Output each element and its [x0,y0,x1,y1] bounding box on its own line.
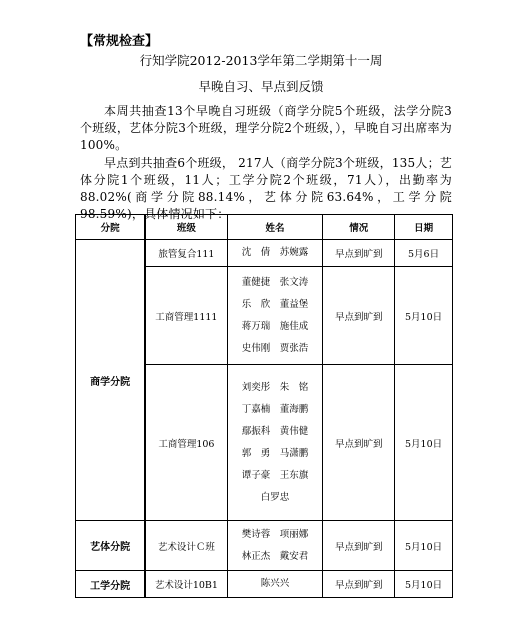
header-class: 班级 [145,215,227,240]
name-line: 谭子豪 王东旗 [241,469,309,481]
date-cell: 5月10日 [395,521,453,571]
name-line: 陈兴兴 [260,578,290,589]
class-cell: 艺术设计Ｃ班 [145,521,227,571]
status-cell: 早点到旷到 [323,521,395,571]
name-line: 樊诗蓉 项丽娜 [241,528,309,540]
header-date: 日期 [395,215,453,240]
header-name: 姓名 [227,215,323,240]
name-line: 鄢振科 黄伟健 [241,425,309,437]
class-cell: 艺术设计10B1 [145,571,227,598]
name-line: 郭 勇 马潇鹏 [241,447,309,459]
name-line: 白罗忠 [260,491,290,503]
attendance-table [75,214,453,598]
section-tag: 【常规检查】 [80,34,159,49]
table-row [76,521,453,571]
faculty-cell: 商学分院 [76,240,146,521]
name-line: 林正杰 戴安君 [241,550,309,562]
table-row [76,240,453,267]
name-line: 沈 倩 苏婉露 [241,247,309,258]
name-line: 刘奕彤 朱 铭 [241,381,309,393]
class-cell: 工商管理1111 [145,267,227,365]
names-cell [227,267,323,365]
name-line: 史伟刚 贾张浩 [241,342,309,354]
name-line: 董健捷 张文涛 [241,276,309,288]
date-cell: 5月10日 [395,571,453,598]
status-cell: 早点到旷到 [323,365,395,521]
name-line: 丁嘉楠 董海鹏 [241,403,309,415]
status-cell: 早点到旷到 [323,571,395,598]
name-line: 蒋万瑞 施佳成 [241,320,309,332]
names-cell [227,521,323,571]
class-cell: 旅管复合111 [145,240,227,267]
document-subtitle: 早晚自习、早点到反馈 [198,79,324,94]
document-title: 行知学院2012-2013学年第二学期第十一周 [139,53,383,68]
header-status: 情况 [323,215,395,240]
faculty-cell: 艺体分院 [76,521,146,571]
table-row [76,571,453,598]
status-cell: 早点到旷到 [323,240,395,267]
date-cell: 5月10日 [395,267,453,365]
class-cell: 工商管理106 [145,365,227,521]
table-header-row [76,215,453,240]
name-line: 乐 欣 董益堡 [241,298,309,310]
header-faculty: 分院 [76,215,146,240]
date-cell: 5月6日 [395,240,453,267]
faculty-cell: 工学分院 [76,571,146,598]
names-cell [227,240,323,267]
names-cell [227,365,323,521]
summary-paragraph-evening-study: 本周共抽查13个早晚自习班级（商学分院5个班级，法学分院3个班级，艺体分院3个班级，理学分院2个班级，），早晚自习出席率为100%。 [80,104,452,152]
status-cell: 早点到旷到 [323,267,395,365]
summary-paragraph-morning-check: 早点到共抽查6个班级， 217人（商学分院3个班级，135人；艺体分院1个班级，11人；工学分院2个班级，71人），出勤率为88.02%(商学分院88.14%，艺体分院63.64%，工学分院98.59%)，具体情况如下： [80,156,452,221]
date-cell: 5月10日 [395,365,453,521]
names-cell [227,571,323,598]
